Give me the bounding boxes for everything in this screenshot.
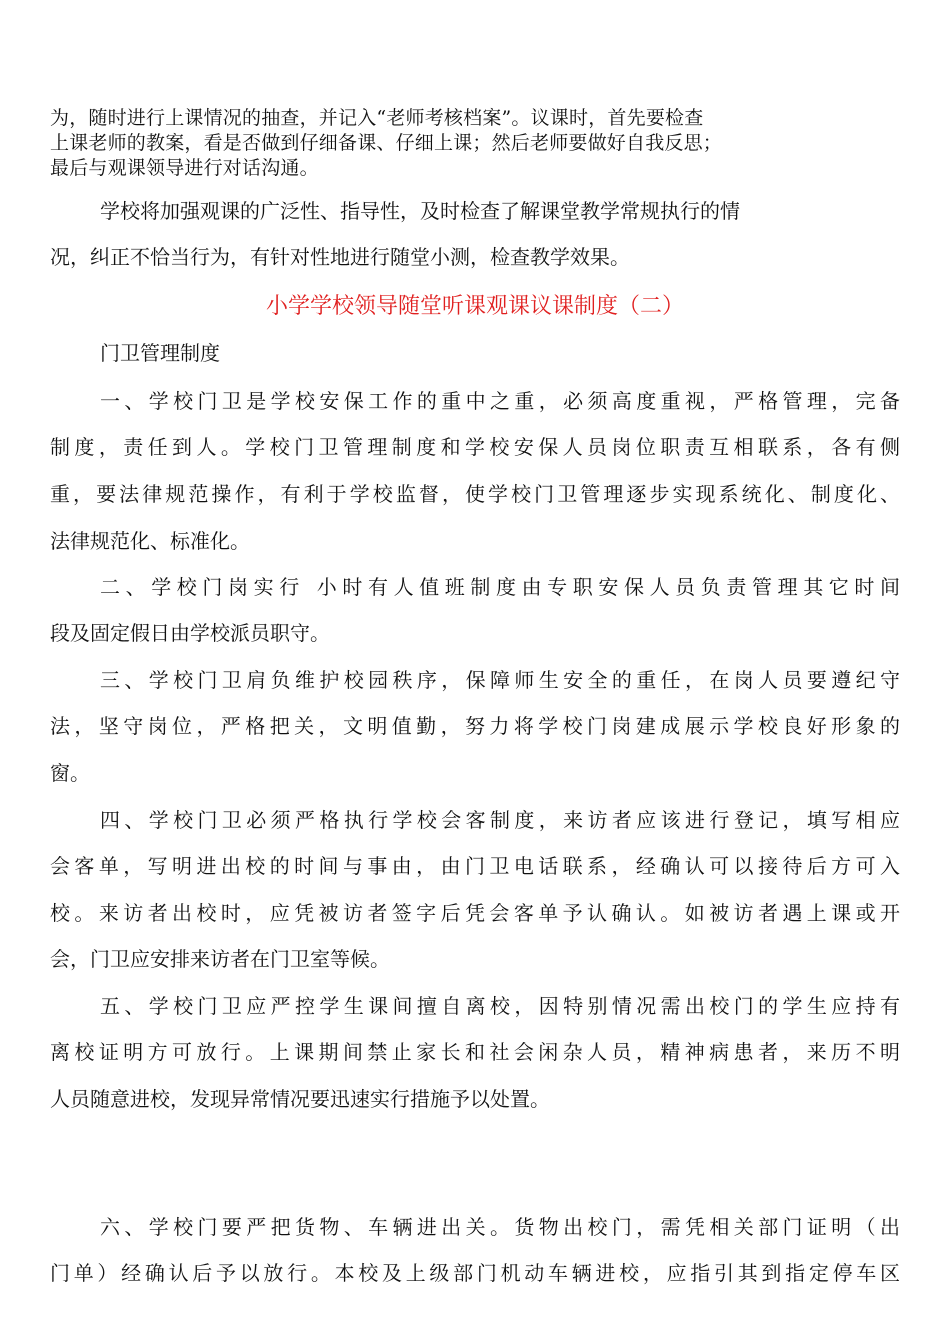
paragraph-line: 重，要法律规范操作，有利于学校监督，使学校门卫管理逐步实现系统化、制度化、 — [50, 482, 900, 506]
paragraph-line: 三、学校门卫肩负维护校园秩序，保障师生安全的重任，在岗人员要遵纪守 — [100, 668, 900, 692]
paragraph-line: 窗。 — [50, 761, 90, 785]
paragraph-line: 门单）经确认后予以放行。本校及上级部门机动车辆进校，应指引其到指定停车区 — [50, 1261, 900, 1285]
paragraph-line: 一、学校门卫是学校安保工作的重中之重，必须高度重视，严格管理，完备 — [100, 389, 900, 413]
paragraph-line: 上课老师的教案，看是否做到仔细备课、仔细上课；然后老师要做好自我反思； — [50, 132, 723, 154]
paragraph-line: 会，门卫应安排来访者在门卫室等候。 — [50, 947, 390, 971]
paragraph-line: 为，随时进行上课情况的抽查，并记入“老师考核档案”。议课时，首先要检查 — [50, 107, 704, 129]
paragraph-line: 五、学校门卫应严控学生课间擅自离校，因特别情况需出校门的学生应持有 — [100, 994, 900, 1018]
paragraph-line: 况，纠正不恰当行为，有针对性地进行随堂小测，检查教学效果。 — [50, 245, 630, 269]
paragraph-line: 法，坚守岗位，严格把关，文明值勤，努力将学校门岗建成展示学校良好形象的 — [50, 714, 900, 738]
paragraph-line: 离校证明方可放行。上课期间禁止家长和社会闲杂人员，精神病患者，来历不明 — [50, 1040, 900, 1064]
paragraph-line: 六、学校门要严把货物、车辆进出关。货物出校门，需凭相关部门证明（出 — [100, 1215, 900, 1239]
subsection-heading: 门卫管理制度 — [100, 341, 220, 365]
paragraph-line: 法律规范化、标准化。 — [50, 529, 250, 553]
section-title: 小学学校领导随堂听课观课议课制度（二） — [265, 294, 684, 319]
paragraph-line: 四、学校门卫必须严格执行学校会客制度，来访者应该进行登记，填写相应 — [100, 808, 900, 832]
paragraph-line: 二、学校门岗实行 小时有人值班制度由专职安保人员负责管理其它时间 — [100, 575, 900, 599]
paragraph-line: 最后与观课领导进行对话沟通。 — [50, 157, 319, 179]
paragraph-line: 制度，责任到人。学校门卫管理制度和学校安保人员岗位职责互相联系，各有侧 — [50, 435, 900, 459]
paragraph-line: 校。来访者出校时，应凭被访者签字后凭会客单予认确认。如被访者遇上课或开 — [50, 901, 900, 925]
paragraph-line: 会客单，写明进出校的时间与事由，由门卫电话联系，经确认可以接待后方可入 — [50, 854, 900, 878]
paragraph-line: 人员随意进校，发现异常情况要迅速实行措施予以处置。 — [50, 1087, 550, 1111]
paragraph-line: 学校将加强观课的广泛性、指导性，及时检查了解课堂教学常规执行的情 — [100, 199, 740, 223]
paragraph-line: 段及固定假日由学校派员职守。 — [50, 621, 330, 645]
